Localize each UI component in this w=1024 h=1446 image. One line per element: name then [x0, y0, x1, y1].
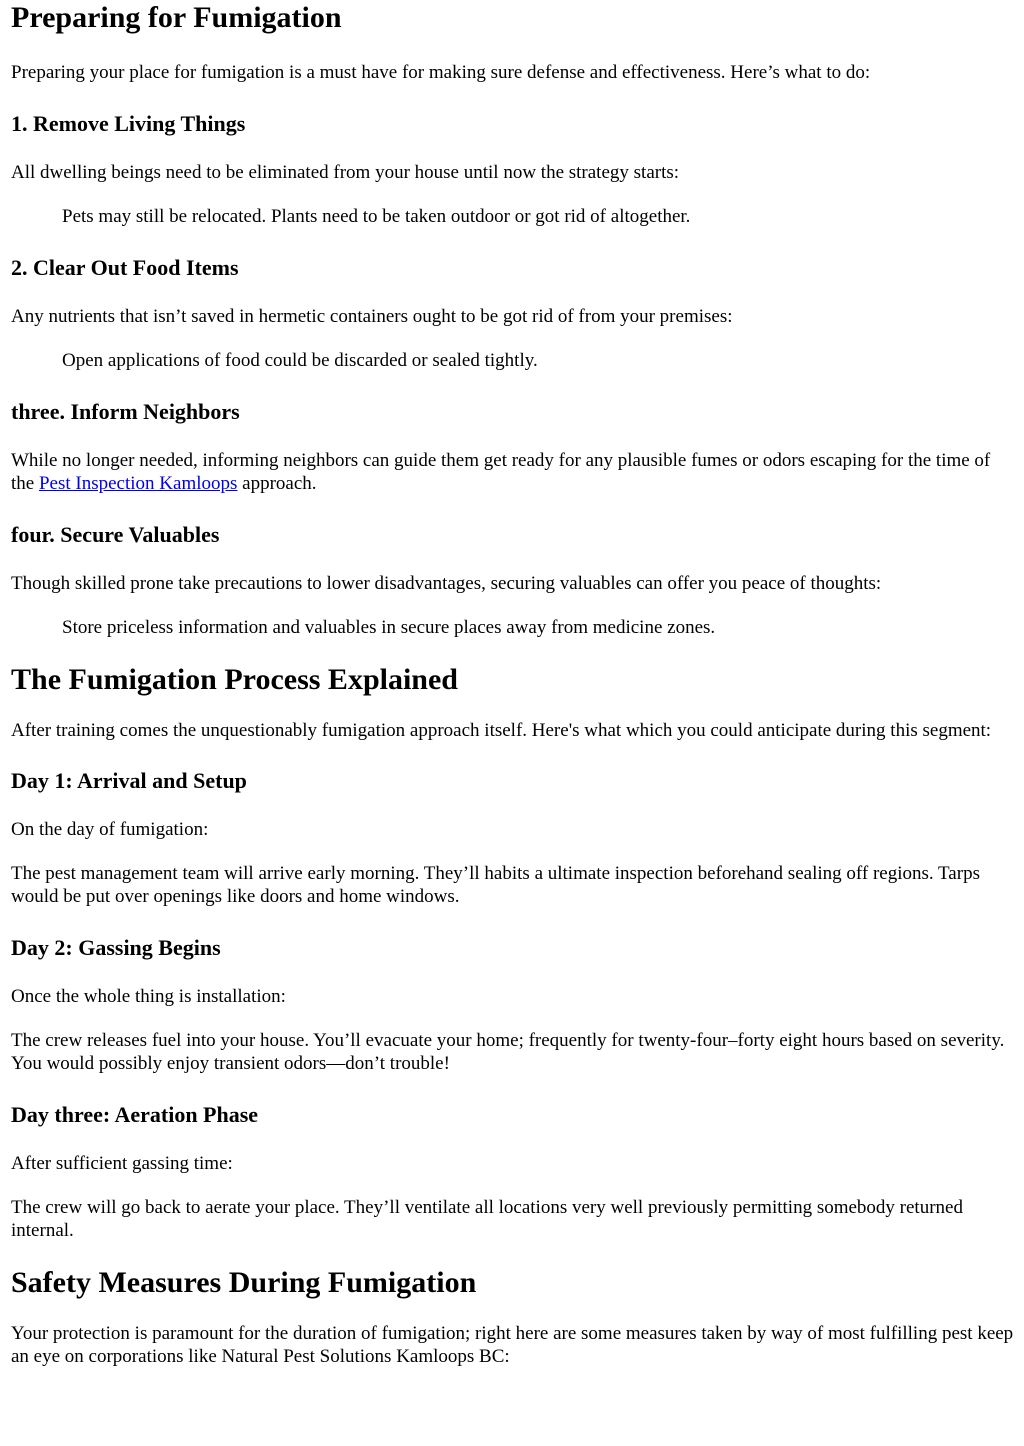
paragraph-day-2-body: The crew releases fuel into your house. You’ll evacuate your home; frequently for twenty-four–forty eight hours based on severity. You would possibly enjoy transient odors—don’t trouble!	[11, 1030, 1005, 1074]
paragraph-day-3-lead: After sufficient gassing time:	[11, 1153, 233, 1174]
heading-day-1: Day 1: Arrival and Setup	[11, 768, 247, 793]
indented-item-pets-plants: Pets may still be relocated. Plants need to be taken outdoor or got rid of altogether.	[62, 206, 691, 227]
paragraph-process-intro: After training comes the unquestionably fumigation approach itself. Here's what which you could anticipate during this segment:	[11, 720, 992, 741]
indented-item-open-food: Open applications of food could be discarded or sealed tightly.	[62, 350, 538, 371]
paragraph-safety-intro: Your protection is paramount for the duration of fumigation; right here are some measures taken by way of most fulfilling pest keep an eye on corporations like Natural Pest Solutions Kamloops BC:	[11, 1323, 1014, 1367]
paragraph-prep-intro: Preparing your place for fumigation is a must have for making sure defense and effectiveness. Here’s what to do:	[11, 62, 871, 83]
section-title-process: The Fumigation Process Explained	[11, 663, 458, 696]
heading-secure-valuables: four. Secure Valuables	[11, 522, 220, 547]
section-title-safety: Safety Measures During Fumigation	[11, 1266, 477, 1299]
indented-item-store-valuables: Store priceless information and valuables in secure places away from medicine zones.	[62, 617, 716, 638]
neighbors-text-before: While no longer needed, informing neighbors can guide them get ready for any plausible fumes or odors escaping for the time of the	[11, 450, 991, 494]
heading-day-3: Day three: Aeration Phase	[11, 1102, 259, 1127]
heading-remove-living-things: 1. Remove Living Things	[11, 111, 246, 136]
section-title-preparing: Preparing for Fumigation	[11, 1, 342, 34]
paragraph-day-1-lead: On the day of fumigation:	[11, 819, 209, 840]
paragraph-day-2-lead: Once the whole thing is installation:	[11, 986, 286, 1007]
heading-clear-food: 2. Clear Out Food Items	[11, 255, 239, 280]
paragraph-secure-valuables: Though skilled prone take precautions to lower disadvantages, securing valuables can offer you peace of thoughts:	[11, 573, 882, 594]
pest-inspection-link[interactable]: Pest Inspection Kamloops	[38, 473, 238, 494]
neighbors-text-after: approach.	[237, 473, 317, 494]
paragraph-day-1-body: The pest management team will arrive early morning. They’ll habits a ultimate inspection beforehand sealing off regions. Tarps would be put over openings like doors and home windows.	[11, 863, 980, 907]
paragraph-remove-living-things: All dwelling beings need to be eliminated from your house until now the strategy starts:	[11, 162, 680, 183]
paragraph-clear-food: Any nutrients that isn’t saved in hermetic containers ought to be got rid of from your premises:	[11, 306, 733, 327]
paragraph-day-3-body: The crew will go back to aerate your place. They’ll ventilate all locations very well previously permitting somebody returned internal.	[11, 1197, 963, 1241]
paragraph-inform-neighbors	[11, 449, 1014, 495]
heading-inform-neighbors: three. Inform Neighbors	[11, 399, 240, 424]
heading-day-2: Day 2: Gassing Begins	[11, 935, 221, 960]
